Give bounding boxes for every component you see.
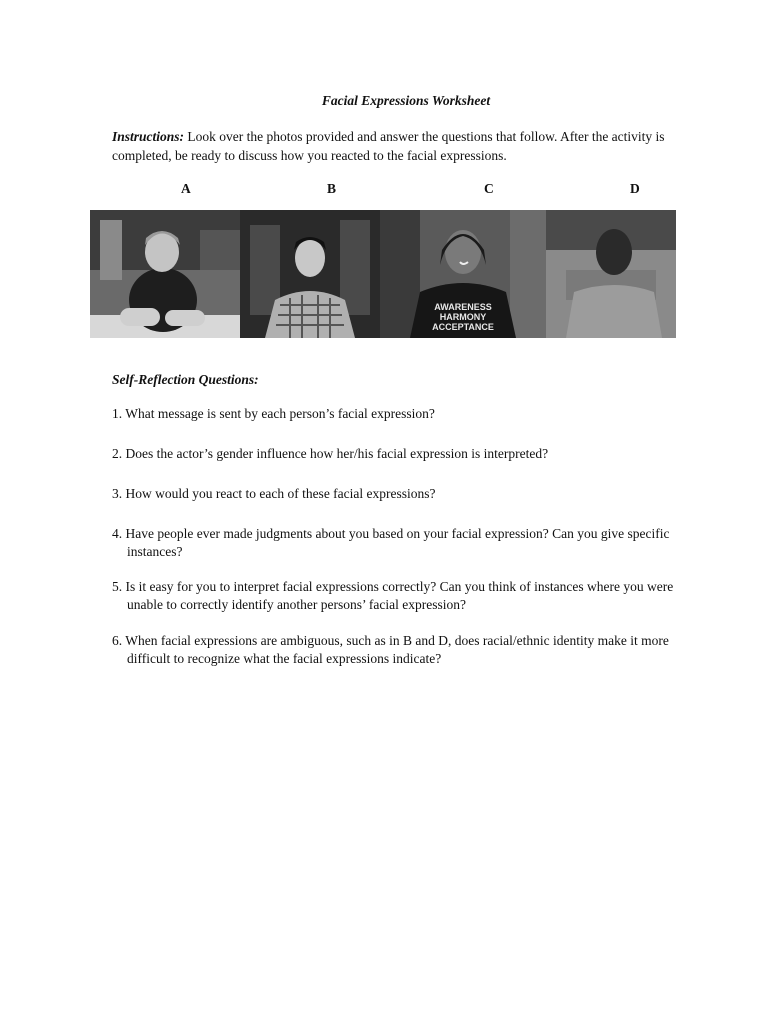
question-6: 6. When facial expressions are ambiguous, such as in B and D, does racial/ethnic identity make it more difficult to recognize what the facial expressions indicate? [112, 633, 669, 666]
photo-d [546, 210, 676, 338]
photo-a [90, 210, 240, 338]
photo-label-b: B [327, 181, 337, 196]
instructions-text: Look over the photos provided and answer the questions that follow. After the activity is completed, be ready to discuss how you reacted to the facial expressions. [112, 129, 665, 163]
page-title: Facial Expressions Worksheet [321, 93, 491, 108]
question-5: 5. Is it easy for you to interpret facial expressions correctly? Can you think of instances where you were unable to correctly identify another persons’ facial expression? [112, 579, 674, 612]
photo-label-c: C [484, 181, 494, 196]
shirt-text: AWARENESS HARMONY ACCEPTANCE [432, 302, 494, 332]
instructions [112, 127, 672, 165]
photo-b [240, 210, 380, 338]
question-3: 3. How would you react to each of these facial expressions? [112, 486, 436, 501]
question-4: 4. Have people ever made judgments about you based on your facial expression? Can you give specific instances? [112, 526, 670, 559]
photo-strip [90, 210, 676, 338]
photo-label-a: A [181, 181, 191, 196]
photo-c [380, 210, 546, 338]
question-1: 1. What message is sent by each person’s facial expression? [112, 406, 435, 421]
question-2: 2. Does the actor’s gender influence how her/his facial expression is interpreted? [112, 446, 549, 461]
section-title: Self-Reflection Questions: [112, 372, 259, 387]
instructions-label: Instructions: [112, 129, 185, 144]
photo-label-d: D [630, 181, 640, 196]
